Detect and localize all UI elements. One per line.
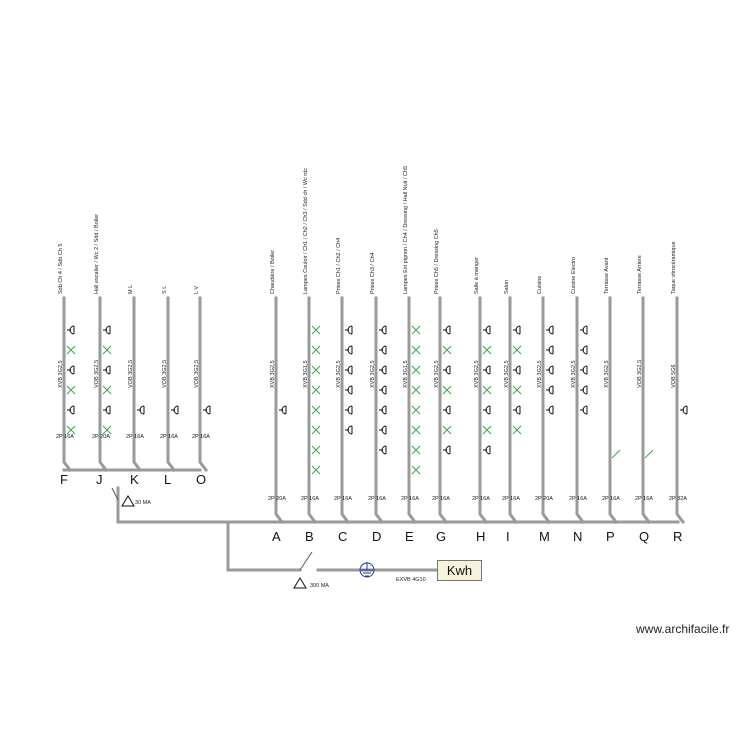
light-point-symbol [412, 366, 420, 374]
socket-symbol [680, 406, 687, 414]
socket-symbol [483, 366, 490, 374]
breaker-rating: 2P 20A [268, 496, 286, 502]
cable-label: XVB 3G2,5 [370, 360, 376, 388]
breaker-rating: 2P 16A [635, 496, 653, 502]
cable-label: XVB 3G2,5 [537, 360, 543, 388]
left-circuit-O [192, 286, 210, 487]
cable-label: XVB 3G2,5 [434, 360, 440, 388]
socket-symbol [379, 366, 386, 374]
light-point-symbol [443, 346, 451, 354]
light-point-symbol [412, 466, 420, 474]
cable-label: VOB 3G2,5 [94, 359, 100, 388]
circuit-label: Sdb Ch 4 / Sdb Ch 5 [58, 243, 64, 294]
socket-symbol [546, 366, 553, 374]
socket-symbol [103, 406, 110, 414]
circuit-wire [610, 298, 616, 522]
light-point-symbol [513, 386, 521, 394]
circuit-wire [134, 298, 140, 470]
circuit-letter: H [476, 529, 486, 544]
breaker-rating: 2P 16A [126, 434, 144, 440]
supply-cable-label: EXVB 4G10 [396, 577, 426, 583]
socket-symbol [483, 406, 490, 414]
breaker-rating: 2P 20A [92, 434, 110, 440]
light-point-symbol [312, 466, 320, 474]
socket-symbol [345, 326, 352, 334]
breaker-rating: 2P 16A [56, 434, 74, 440]
main-circuit-M [535, 276, 553, 544]
circuit-letter: F [60, 472, 68, 487]
breaker-rating: 2P 16A [602, 496, 620, 502]
light-point-symbol [67, 386, 75, 394]
cable-label: XVB 3G1,5 [303, 360, 309, 388]
socket-symbol [279, 406, 286, 414]
circuit-letter: R [673, 529, 683, 544]
socket-symbol [580, 386, 587, 394]
light-point-symbol [513, 346, 521, 354]
main-circuit-R [669, 241, 687, 544]
circuit-label: Cuisine Electro [571, 257, 577, 294]
cable-label: XVB 3G2,5 [270, 360, 276, 388]
main-circuit-N [569, 257, 587, 544]
circuit-wire [100, 298, 106, 470]
cable-label: XVB 3G2,5 [474, 360, 480, 388]
main-circuit-A [268, 250, 286, 544]
circuit-letter: E [405, 529, 414, 544]
breaker-rating: 2P 16A [368, 496, 386, 502]
circuit-letter: K [130, 472, 139, 487]
main-circuit-I [502, 280, 521, 544]
circuit-label: Salon [504, 279, 510, 294]
circuit-letter: O [196, 472, 207, 487]
socket-symbol [171, 406, 178, 414]
breaker-rating: 2P 32A [669, 496, 687, 502]
socket-symbol [483, 326, 490, 334]
main-differential-switch [300, 552, 312, 570]
socket-symbol [443, 406, 450, 414]
main-circuit-D [368, 252, 386, 544]
breaker-rating: 2P 20A [535, 496, 553, 502]
circuit-letter: N [573, 529, 583, 544]
circuit-label: S L [162, 285, 168, 294]
circuit-label: M L [128, 284, 134, 294]
light-point-symbol [67, 346, 75, 354]
socket-symbol [443, 366, 450, 374]
outdoor-light-symbol [645, 450, 653, 458]
socket-symbol [203, 406, 210, 414]
circuit-label: Cuisine [537, 275, 543, 294]
main-circuit-H [472, 257, 491, 544]
light-point-symbol [412, 346, 420, 354]
cable-label: VOB 3G2,5 [162, 359, 168, 388]
socket-symbol [379, 406, 386, 414]
light-point-symbol [483, 426, 491, 434]
earth-symbol [360, 562, 374, 577]
socket-symbol [345, 406, 352, 414]
main-differential-triangle [294, 578, 306, 588]
cable-label: XVB 3G2,5 [604, 360, 610, 388]
circuit-label: Terrasse Arriere [637, 255, 643, 294]
socket-symbol [345, 426, 352, 434]
cable-label: XVB 3G2,5 [336, 360, 342, 388]
main-circuit-C [334, 238, 352, 544]
circuit-letter: A [272, 529, 281, 544]
light-point-symbol [312, 426, 320, 434]
socket-symbol [546, 326, 553, 334]
left-differential-triangle [122, 496, 134, 506]
socket-symbol [137, 406, 144, 414]
socket-symbol [513, 406, 520, 414]
light-point-symbol [412, 446, 420, 454]
light-point-symbol [443, 386, 451, 394]
light-point-symbol [312, 386, 320, 394]
light-point-symbol [312, 406, 320, 414]
socket-symbol [443, 446, 450, 454]
main-circuit-E [401, 166, 420, 544]
circuit-letter: P [606, 529, 615, 544]
circuit-wire [643, 298, 649, 522]
cable-label: VOB 3G2,5 [128, 359, 134, 388]
cable-label: VOB 5G6 [671, 364, 677, 388]
cable-label: XVB 3G2,5 [58, 360, 64, 388]
circuit-letter: B [305, 529, 314, 544]
left-circuit-K [126, 285, 144, 487]
socket-symbol [580, 366, 587, 374]
circuit-wire [64, 298, 70, 470]
main-circuit-B [301, 168, 320, 544]
breaker-rating: 2P 16A [432, 496, 450, 502]
socket-symbol [67, 406, 74, 414]
socket-symbol [103, 366, 110, 374]
main-circuit-G [432, 229, 451, 544]
circuit-label: L V [194, 285, 200, 294]
socket-symbol [483, 446, 490, 454]
cable-label: XVB 3G2,5 [571, 360, 577, 388]
breaker-rating: 2P 16A [160, 434, 178, 440]
breaker-rating: 2P 16A [502, 496, 520, 502]
socket-symbol [379, 386, 386, 394]
light-point-symbol [483, 386, 491, 394]
circuit-letter: L [164, 472, 172, 487]
light-point-symbol [67, 426, 75, 434]
socket-symbol [67, 366, 74, 374]
socket-symbol [513, 326, 520, 334]
circuit-letter: M [539, 529, 550, 544]
cable-label: XVB 3G1,5 [403, 360, 409, 388]
left-circuit-J [92, 214, 111, 487]
light-point-symbol [103, 426, 111, 434]
circuit-label: Salle à manger [474, 257, 480, 294]
light-point-symbol [443, 426, 451, 434]
breaker-rating: 2P 16A [401, 496, 419, 502]
circuit-label: Prises Ch1 / Ch2 / Ch4 [336, 237, 342, 294]
light-point-symbol [103, 386, 111, 394]
breaker-rating: 2P 16A [334, 496, 352, 502]
socket-symbol [345, 386, 352, 394]
socket-symbol [580, 406, 587, 414]
light-point-symbol [312, 366, 320, 374]
light-point-symbol [312, 326, 320, 334]
left-circuit-L [160, 286, 178, 487]
breaker-rating: 2P 16A [301, 496, 319, 502]
circuit-letter: D [372, 529, 382, 544]
circuit-label: Chaudière / Boiler [270, 249, 276, 294]
breaker-rating: 2P 16A [192, 434, 210, 440]
light-point-symbol [412, 426, 420, 434]
left-circuit-F [56, 244, 75, 487]
cable-label: VOB 3G2,5 [637, 359, 643, 388]
circuit-label: Lampes Ext pignon / Ch4 / Dressing / Hall Nuit / Ch5 [403, 165, 409, 294]
light-point-symbol [103, 346, 111, 354]
energy-meter: Kwh [437, 560, 482, 581]
socket-symbol [379, 426, 386, 434]
light-point-symbol [412, 386, 420, 394]
socket-symbol [67, 326, 74, 334]
circuit-letter: Q [639, 529, 650, 544]
circuit-label: Taque vitrocéramique [671, 241, 677, 294]
socket-symbol [379, 326, 386, 334]
socket-symbol [379, 446, 386, 454]
socket-symbol [345, 366, 352, 374]
circuit-label: Terrasse Avant [604, 257, 610, 294]
circuit-letter: I [506, 529, 510, 544]
breaker-rating: 2P 16A [569, 496, 587, 502]
cable-label: VOB 3G2,5 [194, 359, 200, 388]
circuit-label: Lampes Couloir / Ch1 / Ch2 / Ch3 / Sdd ch / Wc rdc [303, 168, 309, 294]
main-differential-label: 300 MA [310, 583, 329, 589]
breaker-rating: 2P 16A [472, 496, 490, 502]
socket-symbol [546, 406, 553, 414]
main-circuit-Q [635, 255, 653, 544]
circuit-letter: G [436, 529, 447, 544]
light-point-symbol [513, 426, 521, 434]
socket-symbol [513, 366, 520, 374]
outdoor-light-symbol [612, 450, 620, 458]
supply-wire [228, 522, 300, 570]
circuit-label: Prises Ch3 / Ch4 [370, 252, 376, 294]
circuit-label: Prises Ch5 / Dressing Ch5 [434, 229, 440, 294]
circuit-label: Hall escalier / Wc 2 / Sdd / Boiler [94, 213, 100, 294]
socket-symbol [580, 326, 587, 334]
circuit-wire [200, 298, 206, 470]
socket-symbol [546, 386, 553, 394]
circuit-letter: J [96, 472, 103, 487]
circuit-wire [168, 298, 174, 470]
light-point-symbol [412, 326, 420, 334]
circuit-letter: C [338, 529, 348, 544]
socket-symbol [546, 346, 553, 354]
main-circuit-P [602, 257, 620, 544]
socket-symbol [345, 346, 352, 354]
socket-symbol [580, 346, 587, 354]
left-differential-label: 30 MA [135, 500, 151, 506]
light-point-symbol [312, 346, 320, 354]
socket-symbol [379, 346, 386, 354]
socket-symbol [103, 326, 110, 334]
socket-symbol [443, 326, 450, 334]
cable-label: XVB 3G2,5 [504, 360, 510, 388]
light-point-symbol [312, 446, 320, 454]
watermark: www.archifacile.fr [636, 622, 730, 636]
light-point-symbol [483, 346, 491, 354]
light-point-symbol [412, 406, 420, 414]
